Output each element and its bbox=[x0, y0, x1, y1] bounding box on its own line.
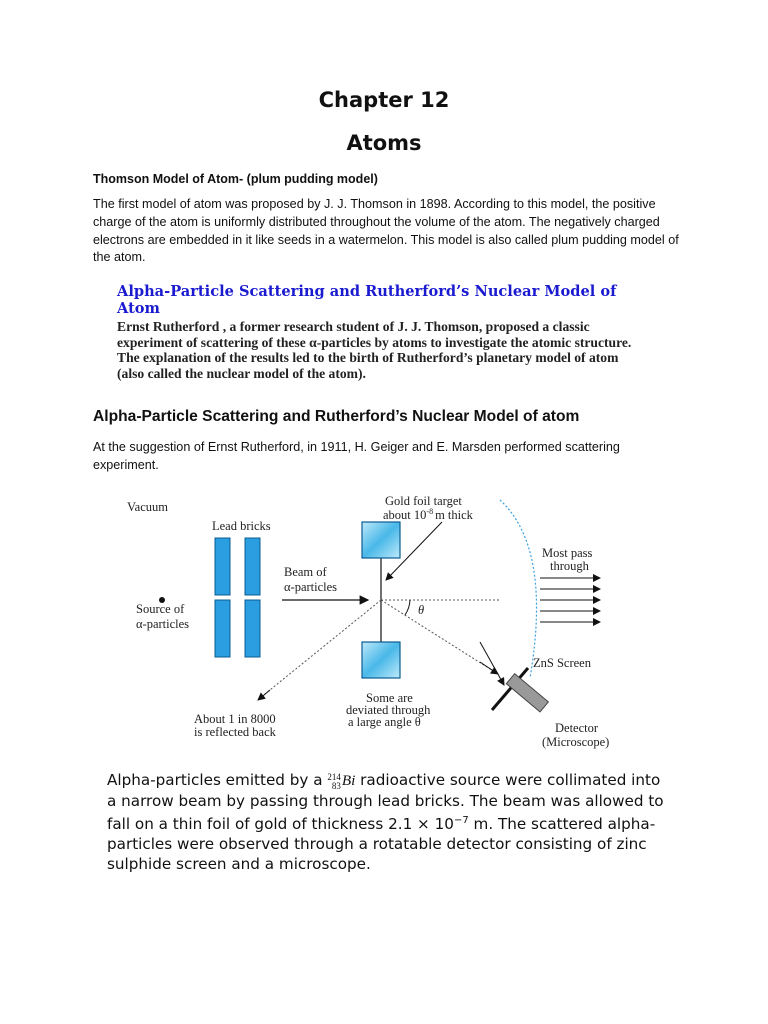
reflected-arrow bbox=[258, 690, 270, 700]
reflected-label-line2: is reflected back bbox=[194, 725, 276, 739]
theta-label: θ bbox=[418, 603, 425, 617]
source-label-line2: α-particles bbox=[136, 617, 190, 631]
element-symbol: Bi bbox=[341, 772, 356, 789]
source-label-line1: Source of bbox=[136, 602, 185, 616]
deviated-arrow bbox=[480, 662, 498, 674]
description-text-before: Alpha-particles emitted by a bbox=[107, 771, 328, 789]
lead-bricks-label: Lead bricks bbox=[212, 519, 271, 533]
foil-label-line2 bbox=[383, 507, 474, 522]
experiment-description bbox=[107, 770, 667, 874]
foil-label-exponent: -8 bbox=[426, 507, 434, 516]
deviated-label-line3: a large angle θ bbox=[348, 715, 421, 729]
foil-label-line2-text: about 10 bbox=[383, 508, 427, 522]
thickness-exponent: −7 bbox=[453, 815, 469, 826]
section-paragraph: At the suggestion of Ernst Rutherford, in 1911, H. Geiger and E. Marsden performed scattering experiment. bbox=[93, 440, 620, 472]
detector-label-line1: Detector bbox=[555, 721, 599, 735]
deviated-label-line1: Some are bbox=[366, 691, 413, 705]
thomson-heading: Thomson Model of Atom- (plum pudding model) bbox=[93, 172, 378, 186]
beam-label-line1: Beam of bbox=[284, 565, 327, 579]
bismuth-nuclide bbox=[327, 772, 355, 789]
most-pass-label-line1: Most pass bbox=[542, 546, 593, 560]
most-pass-label-line2: through bbox=[550, 559, 589, 573]
foil-target-top bbox=[362, 522, 400, 558]
atomic-number: 83 bbox=[331, 780, 341, 791]
chapter-subtitle: Atoms bbox=[346, 131, 422, 155]
mass-number: 214 bbox=[327, 771, 341, 782]
scattering-experiment-diagram bbox=[100, 488, 640, 750]
lead-bricks bbox=[215, 538, 260, 657]
foil-label-line1: Gold foil target bbox=[385, 494, 462, 508]
description-text-end: m. The scattered alpha-particles were observed through a rotatable detector consisting of zinc sulphide screen and a microscope. bbox=[107, 815, 656, 874]
nuclide-isotope-numbers bbox=[327, 773, 341, 791]
detector-microscope bbox=[506, 674, 548, 712]
rutherford-excerpt-paragraph: Ernst Rutherford , a former research student of J. J. Thomson, proposed a classic experiment of scattering of these α-particles by atoms to investigate the atomic structure. The explanation of the results led to the birth of Rutherford’s planetary model of atom (also called the nuclear model of the atom). bbox=[117, 319, 632, 381]
foil-label-line2-end: m thick bbox=[435, 508, 473, 522]
zns-pointer-arrow bbox=[480, 642, 504, 685]
pass-through-arrows bbox=[540, 578, 600, 622]
reflected-label-line1: About 1 in 8000 bbox=[194, 712, 276, 726]
theta-arc bbox=[405, 600, 410, 615]
thomson-paragraph: The first model of atom was proposed by J. J. Thomson in 1898. According to this model, the positive charge of the atom is uniformly distributed throughout the volume of the atom. The negatively charged electrons are embedded in it like seeds in a watermelon. This model is also called plum pudding model of the atom. bbox=[93, 197, 679, 265]
detector-label-line2: (Microscope) bbox=[542, 735, 610, 749]
deviated-label-line2: deviated through bbox=[346, 703, 431, 717]
vacuum-label: Vacuum bbox=[127, 500, 168, 514]
zns-screen-label: ZnS Screen bbox=[533, 656, 591, 670]
chapter-title: Chapter 12 bbox=[318, 88, 450, 112]
section-heading: Alpha-Particle Scattering and Rutherford’s Nuclear Model of atom bbox=[93, 408, 580, 425]
zns-screen-arc bbox=[500, 500, 537, 678]
foil-target-bottom bbox=[362, 642, 400, 678]
description-text-after: radioactive source were collimated into a narrow beam by passing through lead bricks. The beam was allowed to fall on a thin foil of gold of thickness 2.1 × 10 bbox=[107, 771, 664, 834]
beam-label-line2: α-particles bbox=[284, 580, 338, 594]
rutherford-excerpt-heading: Alpha-Particle Scattering and Rutherford’s Nuclear Model of Atom bbox=[117, 283, 617, 317]
